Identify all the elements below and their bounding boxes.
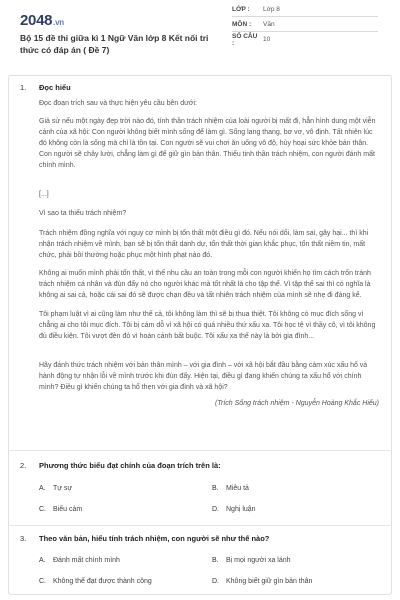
- question-title: Phương thức biểu đạt chính của đoạn trích trên là:: [39, 461, 221, 470]
- answer-option-b[interactable]: [212, 557, 291, 564]
- passage-ellipsis: [...]: [39, 191, 49, 198]
- answer-option-d[interactable]: [212, 578, 312, 585]
- meta-row-class: [232, 2, 378, 17]
- passage-paragraph: Vì sao ta thiếu trách nhiệm?: [39, 210, 127, 217]
- passage-citation: (Trích Sống trách nhiệm - Nguyễn Hoàng Khắc Hiếu): [214, 400, 379, 407]
- option-letter: B.: [212, 557, 219, 564]
- section-number: 1.: [20, 83, 27, 92]
- answer-option-a[interactable]: [39, 485, 72, 492]
- answer-option-b[interactable]: [212, 485, 249, 492]
- meta-label: SỐ CÂU :: [232, 32, 258, 47]
- option-text: Bị mọi người xa lánh: [226, 557, 291, 564]
- meta-value: Văn: [263, 20, 275, 28]
- passage-paragraph: Không ai muốn mình phải tổn thất, vì thế nhu cầu an toàn trong mỗi con người khiến họ tìm cách trốn tránh trách nhiệm cá nhân và đùn đẩy nó cho người khác mà tốt nhất là cho tập thể. Vì tập thể sai thì có nghĩa là không ai sai cả, hoặc cái sai đó sẽ được chạn đều và tất nhiên trách nhiệm của mình sẽ nhẹ đi đáng kể.: [39, 270, 371, 299]
- question-divider: [8, 525, 392, 526]
- meta-row-count: [232, 32, 378, 47]
- option-letter: A.: [39, 485, 46, 492]
- meta-value: Lớp 8: [263, 5, 280, 13]
- passage-paragraph: Hãy đánh thức trách nhiệm với bản thân mình – với gia đình – với xã hội bắt đầu bằng cảm xúc xấu hổ và hành động tự nhận lỗi về mình trước khi đùn đẩy. Hiện tại, điều gì đang khiến chúng ta xấu hổ với chính mình? Điều gì khiến chúng ta hổ thẹn với gia đình và xã hội?: [39, 362, 368, 391]
- option-letter: B.: [212, 485, 219, 492]
- reading-instruction: Đọc đoạn trích sau và thực hiện yêu cầu bên dưới:: [39, 100, 197, 107]
- meta-row-subject: [232, 17, 378, 32]
- passage-paragraph: Trách nhiệm đồng nghĩa với nguy cơ mình bị tổn thất một điều gì đó. Nếu nói dối, làm sai, gây hại... thì khi nhận trách nhiệm về mình, bạn sẽ bị tổn thất danh dự, tổn thất thời gian khắc phục, tổn thất niềm tin, mất chức, phải bồi thường hoặc phục một hình phạt nào đó.: [39, 230, 369, 259]
- meta-value: 10: [263, 36, 271, 43]
- option-letter: A.: [39, 557, 46, 564]
- passage-paragraph: Giả sử nếu một ngày đẹp trời nào đó, tính thần trách nhiệm của loài người bị mất đi, hẳn hình dung một viễn cảnh của xã hội: Con người không biết mình sống để làm gì. Sống lang thang, bơ vơ, vô định. Tất nhiên lúc đó không còn là sống mà chỉ là tồn tại. Con người sẽ vui chơi ăn uống vô độ, hủy hoại sức khỏe bản thân. Con người sẽ chây lười, chẳng làm gì để giữ gìn bản thân. Thiếu tinh thần trách nhiệm, con người đánh mất chính mình.: [39, 118, 376, 169]
- answer-option-d[interactable]: [212, 506, 256, 513]
- option-text: Tự sự: [53, 485, 73, 492]
- meta-label: MÔN :: [232, 20, 252, 28]
- option-letter: C.: [39, 578, 46, 585]
- answer-option-a[interactable]: [39, 557, 120, 564]
- option-text: Miêu tả: [226, 485, 249, 492]
- section-title: Đọc hiểu: [39, 83, 71, 92]
- meta-label: LỚP :: [232, 5, 250, 13]
- option-letter: D.: [212, 506, 219, 513]
- option-letter: C.: [39, 506, 46, 513]
- option-text: Không biết giữ gìn bản thân: [226, 578, 313, 585]
- meta-table: [232, 2, 378, 47]
- option-text: Nghị luận: [226, 506, 256, 513]
- question-number: 3.: [20, 534, 27, 543]
- question-number: 2.: [20, 461, 27, 470]
- site-logo[interactable]: [20, 12, 64, 29]
- option-letter: D.: [212, 578, 219, 585]
- option-text: Đánh mất chính mình: [53, 557, 120, 564]
- document-title: Bộ 15 đề thi giữa kì 1 Ngữ Văn lớp 8 Kết nối tri thức có đáp án ( Đề 7): [20, 33, 209, 55]
- option-text: Không thể đạt được thành công: [53, 578, 152, 585]
- answer-option-c[interactable]: [39, 578, 152, 585]
- logo-domain: .vn: [53, 18, 64, 27]
- answer-option-c[interactable]: [39, 506, 82, 513]
- question-divider: [8, 450, 392, 451]
- option-text: Biểu cảm: [53, 506, 83, 513]
- logo-text: 2048: [20, 12, 53, 29]
- passage-paragraph: Tôi phạm luật vì ai cũng làm như thế cả, tôi không làm thì sẽ bị thua thiệt. Tôi không có mục đích sống vì chẳng ai cho tôi mục đích. Tôi bị cám dỗ vì xã hội có quá nhiều thứ xấu xa. Tôi học tệ vì thầy cô, vì tôi không đủ điều kiện. Tôi vượt đèn đỏ vì hoàn cảnh bất buộc. Tôi xấu xa thế này là bởi gia đình...: [39, 311, 376, 340]
- question-title: Theo văn bản, hiểu tính trách nhiệm, con người sẽ như thế nào?: [39, 534, 270, 543]
